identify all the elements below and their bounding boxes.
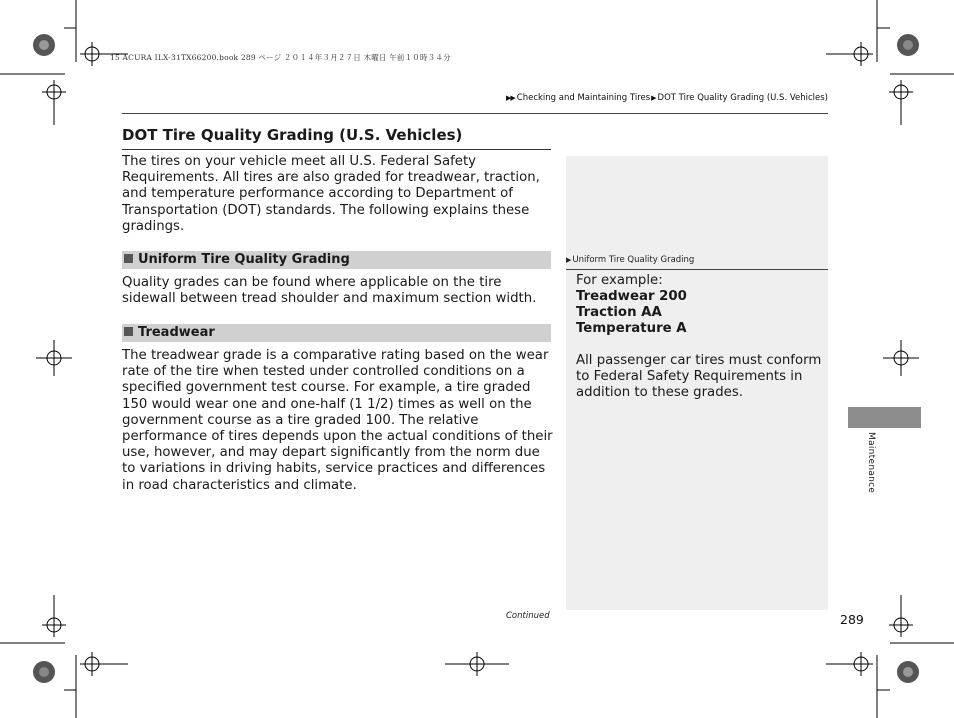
triangle-icon: ▶ bbox=[651, 94, 657, 102]
sidebar-heading bbox=[566, 255, 828, 265]
square-bullet-icon bbox=[124, 327, 133, 336]
sidebar-heading-label: Uniform Tire Quality Grading bbox=[572, 255, 695, 265]
header-rule bbox=[122, 113, 828, 114]
page-number: 289 bbox=[840, 612, 864, 627]
subheading-uniform-grading bbox=[122, 251, 551, 269]
breadcrumb-current: DOT Tire Quality Grading (U.S. Vehicles) bbox=[657, 93, 828, 103]
subheading-treadwear bbox=[122, 324, 551, 342]
sidebar-rule bbox=[566, 269, 828, 270]
sidebar-content bbox=[576, 273, 822, 401]
subheading-label: Uniform Tire Quality Grading bbox=[138, 252, 350, 267]
example-traction: Traction AA bbox=[576, 305, 662, 320]
square-bullet-icon bbox=[124, 254, 133, 263]
uniform-grading-paragraph: Quality grades can be found where applicable on the tire sidewall between tread shoulder and maximum section width. bbox=[122, 275, 537, 307]
example-temperature: Temperature A bbox=[576, 321, 687, 336]
breadcrumb bbox=[506, 93, 828, 103]
example-treadwear: Treadwear 200 bbox=[576, 289, 687, 304]
subheading-label: Treadwear bbox=[138, 325, 215, 340]
print-header: 15 ACURA ILX-31TX66200.book 289 ページ ２０１４年３月２７日 木曜日 午前１０時３４分 bbox=[110, 53, 451, 62]
continued-label: Continued bbox=[506, 611, 550, 621]
double-triangle-icon: ▶▶ bbox=[506, 94, 515, 102]
section-tab-label: Maintenance bbox=[866, 432, 876, 494]
title-rule bbox=[122, 149, 551, 150]
sidebar-note: All passenger car tires must conform to Federal Safety Requirements in addition to these grades. bbox=[576, 353, 822, 400]
arrow-box-icon: ▶ bbox=[566, 256, 572, 264]
intro-paragraph: The tires on your vehicle meet all U.S. Federal Safety Requirements. All tires are also graded for treadwear, traction, and temperature performance according to Department of Transportation (DOT) standards. The following explains these gradings. bbox=[122, 154, 540, 234]
example-intro: For example: bbox=[576, 273, 663, 288]
breadcrumb-parent[interactable]: Checking and Maintaining Tires bbox=[516, 93, 651, 103]
page-title: DOT Tire Quality Grading (U.S. Vehicles) bbox=[122, 126, 463, 144]
section-tab-marker bbox=[848, 407, 921, 428]
treadwear-paragraph: The treadwear grade is a comparative rating based on the wear rate of the tire when tested under controlled conditions on a specified government test course. For example, a tire graded 150 would wear one and one-half (1 1/2) times as well on the government course as a tire graded 100. The relative performance of tires depends upon the actual conditions of their use, however, and may depart significantly from the norm due to variations in driving habits, service practices and differences in road characteristics and climate. bbox=[122, 348, 553, 493]
